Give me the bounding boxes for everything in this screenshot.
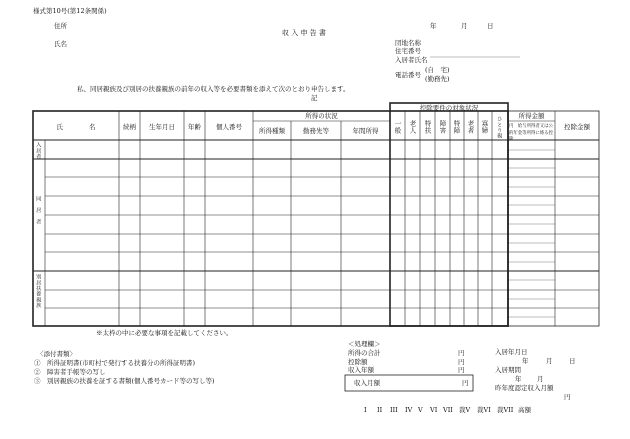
move-in-date-label: 入居年月日 [495,348,528,356]
house-number-label: 住宅番号 [395,47,421,55]
header-ded-widow: 寡婦 [480,120,489,134]
grade-label: V [418,406,423,414]
row-group-separate-dependent: 別居扶養親族 [35,274,42,309]
monthly-income-unit: 円 [462,379,469,387]
header-ded-single-parent: ひとり親 [496,116,503,139]
attachment-item: ① 所得証明書(市町村で発行する扶養分の所得証明書) [34,359,196,367]
header-ded-elderly: 老人 [408,120,417,134]
prev-income-unit: 円 [564,393,571,401]
processing-item-unit: 円 [458,366,465,374]
processing-item-label: 収入年額 [348,366,374,374]
header-annual-income: 年間所得 [352,127,379,135]
grade-label: VI [430,406,438,414]
row-group-cohabitant: 同 居 者 [35,196,42,225]
header-deduction-total: 控除金額 [564,123,590,131]
processing-item-label: 控除額 [348,358,368,366]
phone-home: (自 宅) [425,66,450,74]
grade-label: III [390,406,398,414]
row-group-resident: 入居者 [35,142,42,160]
date-month: 月 [461,22,468,30]
processing-label: ＜処理欄＞ [348,340,381,348]
header-relation: 続柄 [123,123,136,131]
header-ded-elderly-person: 老者 [466,120,475,134]
header-my-number: 個人番号 [216,123,242,131]
grade-label: 裁VII [497,406,514,414]
header-name: 氏 名 [56,123,96,131]
header-ded-special-disability: 特障 [452,120,461,134]
header-deduction-status: 控除要件の対象状況 [419,104,479,112]
grade-label: I [364,406,367,414]
header-ded-special-dependent: 特扶 [423,120,432,134]
declaration-text: 私、同居親族及び別居の扶養親族の前年の収入等を必要書類を添えて次のとおり申告します。 [77,85,350,93]
processing-item-unit: 円 [458,349,465,357]
ki-label: 記 [311,94,318,102]
header-ded-general: 一般 [393,120,402,134]
grade-label: VII [443,406,453,414]
header-income-status: 所得の状況 [305,112,338,120]
header-ded-disability: 障害 [438,120,447,134]
grade-label: 高額 [518,406,531,414]
date-day: 日 [487,22,494,30]
grade-label: II [377,406,383,414]
move-in-year: 年 [522,357,529,365]
header-employer: 勤務先等 [303,127,329,135]
grade-label: IV [405,406,413,414]
name-label: 氏名 [54,40,67,48]
address-label: 住所 [54,22,67,30]
header-deduction-amount-sub: 円 給与所得者又は公的年金等所得に係る控除 [509,124,553,143]
move-in-period-year: 年 [515,375,522,383]
move-in-day: 日 [569,357,576,365]
move-in-period-month: 月 [537,375,544,383]
form-number: 様式第10号(第12条関係) [33,7,107,15]
grade-label: 裁VI [477,406,491,414]
header-birth: 生年月日 [149,123,175,131]
date-year: 年 [430,22,437,30]
move-in-month: 月 [546,357,553,365]
attachments-label: 〈添付書類〉 [37,350,76,358]
header-deduction-amount: 所得金額 [518,112,545,120]
processing-item-unit: 円 [458,358,465,366]
move-in-period-label: 入居期間 [495,366,521,374]
header-age: 年齢 [188,123,201,131]
form-title: 収 入 申 告 書 [282,29,326,37]
prev-income-label: 昨年度認定収入月額 [495,384,554,392]
attachment-item: ② 障害者手帳等の写し [34,368,106,376]
phone-label: 電話番号 [395,71,421,79]
resident-name-label: 入居者氏名 [395,56,428,64]
complex-name-label: 団地名称 [395,39,421,47]
attachment-item: ③ 別居親族の扶養を証する書類(個人番号カード等の写し等) [34,377,215,385]
phone-work: (勤務先) [425,75,450,83]
header-income-type: 所得種類 [259,127,285,135]
processing-item-label: 所得の合計 [348,349,381,357]
grade-label: 裁V [459,406,471,414]
monthly-income-label: 収入月額 [354,379,380,387]
note-text: ※太枠の中に必要な事項を記載してください。 [96,329,233,337]
